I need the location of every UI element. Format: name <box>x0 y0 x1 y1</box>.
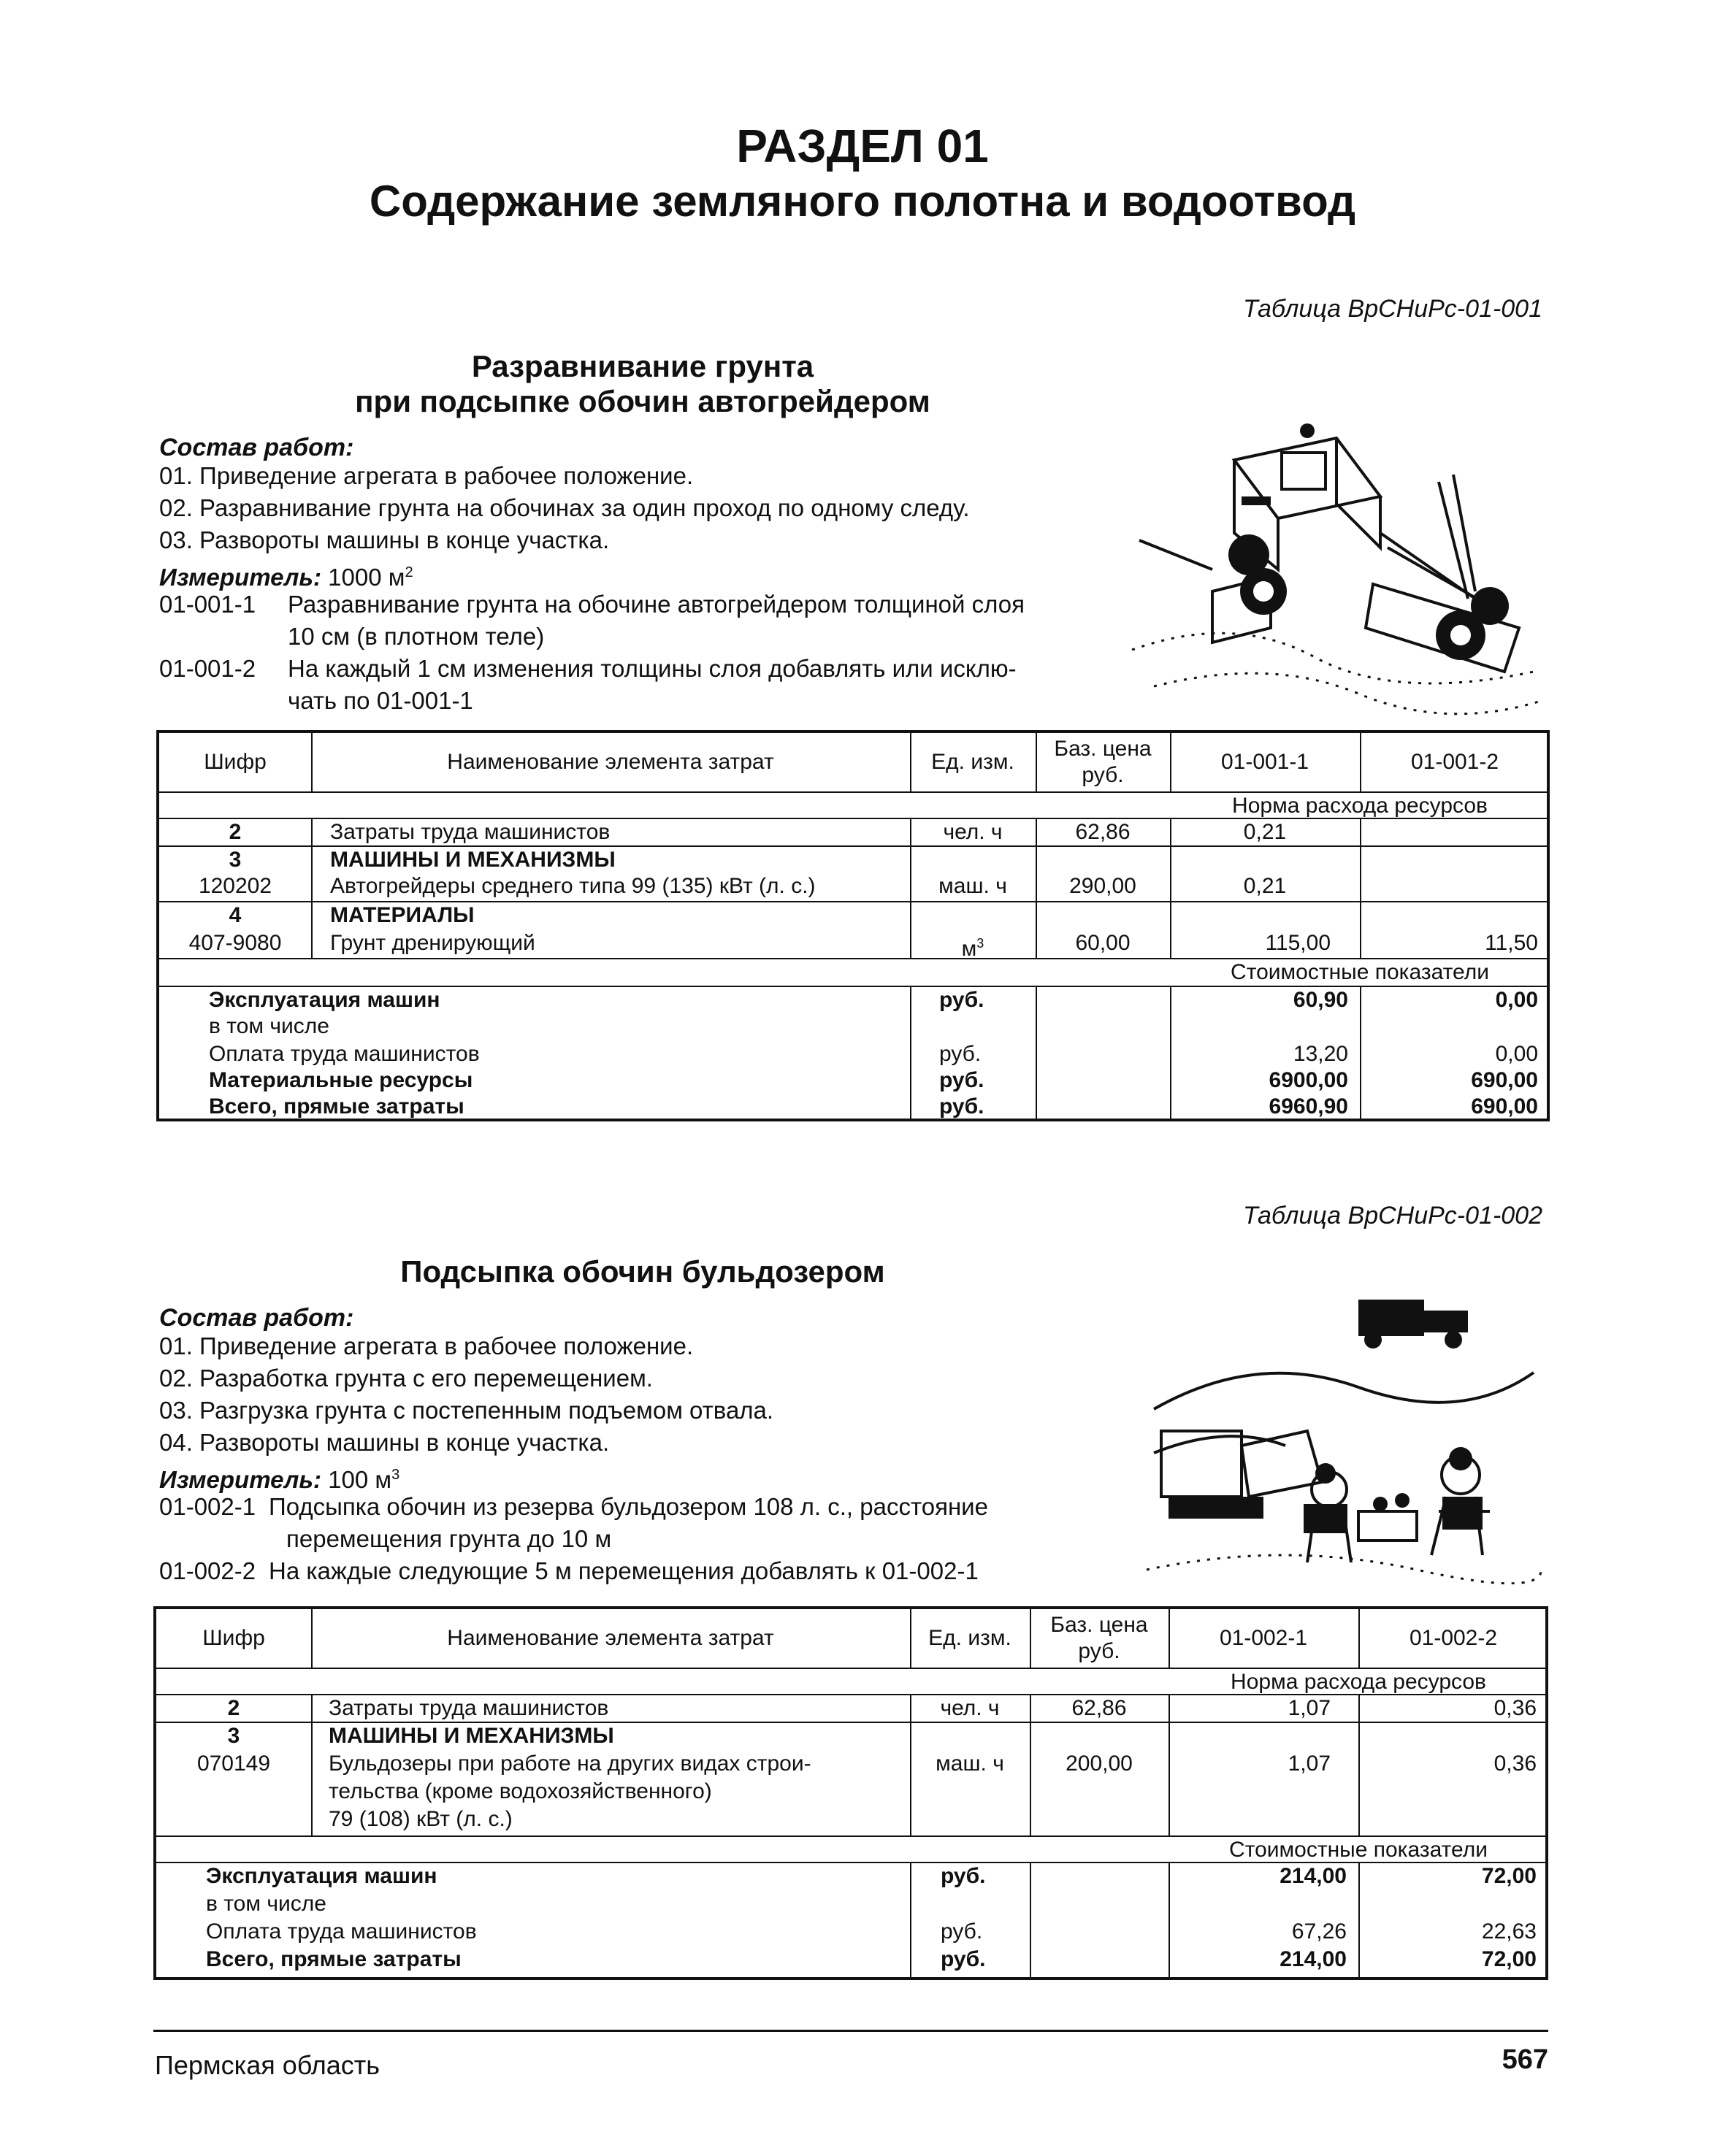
table1-measure-value: 1000 м <box>328 564 405 591</box>
table1-work-item: 02. Разравнивание грунта на обочинах за один проход по одному следу. <box>159 494 970 521</box>
table2-measure-sup: 3 <box>391 1467 400 1483</box>
cost-pay-unit: руб. <box>941 1919 983 1944</box>
header-price-line1: Баз. цена <box>1054 737 1152 761</box>
cost-pay-unit: руб. <box>939 1042 982 1066</box>
motor-grader-illustration <box>1125 409 1548 716</box>
table2-work-item: 03. Разгрузка грунта с постепенным подъемом отвала. <box>159 1397 774 1424</box>
section-label: РАЗДЕЛ 01 <box>736 120 989 172</box>
cost-mat-v1: 6900,00 <box>1269 1068 1348 1092</box>
footer-rule <box>153 2030 1548 2032</box>
table2-norm1-cont: перемещения грунта до 10 м <box>286 1525 612 1552</box>
table1-norm2-cont: чать по 01-001-1 <box>288 687 473 714</box>
row-labor-code: 2 <box>227 1696 240 1720</box>
cost-exp-v1: 214,00 <box>1280 1864 1347 1888</box>
cost-pay-v2: 22,63 <box>1481 1919 1537 1944</box>
row-materials-code: 4 <box>229 903 242 927</box>
cost-total-v1: 214,00 <box>1280 1947 1347 1971</box>
row-labor-unit: чел. ч <box>943 820 1003 844</box>
header-col1: 01-001-1 <box>1220 750 1309 774</box>
table1-title-line2: при подсыпке обочин автогрейдером <box>355 384 930 418</box>
table1-norm1-cont: 10 см (в плотном теле) <box>288 623 545 650</box>
table1-norm1-text: Разравнивание грунта на обочине автогрейдером толщиной слоя <box>288 591 1025 618</box>
row-labor-v1: 0,21 <box>1243 820 1287 844</box>
row-machine-unit: маш. ч <box>938 874 1007 898</box>
row-material-unit: $м^3$ <box>961 936 984 961</box>
table1-title-line1: Разравнивание грунта <box>471 349 814 383</box>
header-col1: 01-002-1 <box>1219 1626 1308 1650</box>
row-material-name: Грунт дренирующий <box>330 931 535 955</box>
header-price-line2: руб. <box>1082 763 1124 787</box>
table2-norm2 <box>159 1555 979 1587</box>
header-col2: 01-002-2 <box>1409 1626 1498 1650</box>
cost-pay-label: Оплата труда машинистов <box>209 1042 480 1066</box>
bulldozer-workers-illustration <box>1139 1278 1548 1584</box>
row-labor-code: 2 <box>229 820 242 844</box>
cost-total-unit: руб. <box>941 1947 986 1971</box>
row-machines-code: 3 <box>227 1724 240 1748</box>
cost-total-label: Всего, прямые затраты <box>209 1094 464 1119</box>
cost-mat-label: Материальные ресурсы <box>209 1068 473 1092</box>
row-labor-name: Затраты труда машинистов <box>330 820 611 844</box>
row-machine-name: Автогрейдеры среднего типа 99 (135) кВт (л. с.) <box>330 874 816 898</box>
table2-norm1 <box>159 1491 988 1523</box>
table1-norm2-text: На каждый 1 см изменения толщины слоя добавлять или исклю- <box>288 655 1017 682</box>
header-name: Наименование элемента затрат <box>447 750 774 774</box>
section-title: Содержание земляного полотна и водоотвод <box>369 177 1356 226</box>
cost-mat-unit: руб. <box>939 1068 984 1092</box>
table1-norm1-code: 01-001-1 <box>159 591 256 618</box>
cost-total-v1: 6960,90 <box>1269 1094 1348 1119</box>
row-machines-heading: МАШИНЫ И МЕХАНИЗМЫ <box>329 1724 614 1748</box>
table2-norm1-code: 01-002-1 <box>159 1493 256 1520</box>
footer-region: Пермская область <box>155 2050 380 2080</box>
table2-work-item: 01. Приведение агрегата в рабочее положение. <box>159 1332 694 1359</box>
cost-exp-unit: руб. <box>939 988 984 1012</box>
cost-total-v2: 72,00 <box>1481 1947 1537 1971</box>
page-number: 567 <box>1502 2044 1548 2075</box>
row-machine-id: 070149 <box>196 1752 271 1776</box>
row-labor-name: Затраты труда машинистов <box>329 1696 609 1720</box>
row-machine-price: 290,00 <box>1069 874 1136 898</box>
row-machine-name-line2: тельства (кроме водохозяйственного) <box>329 1779 712 1803</box>
cost-mat-v2: 690,00 <box>1471 1068 1538 1092</box>
table1-norm2 <box>159 653 1017 685</box>
row-material-price: 60,00 <box>1075 931 1131 955</box>
cost-incl-label: в том числе <box>206 1892 326 1916</box>
cost-section-label: Стоимостные показатели <box>1231 960 1489 984</box>
row-machine-v1: 1,07 <box>1288 1752 1331 1776</box>
row-machine-name-line1: Бульдозеры при работе на других видах строи- <box>329 1752 811 1776</box>
row-machine-name-line3: 79 (108) кВт (л. с.) <box>329 1807 513 1831</box>
table2-norm1-text: Подсыпка обочин из резерва бульдозером 108 л. с., расстояние <box>269 1493 988 1520</box>
cost-exp-v1: 60,90 <box>1293 988 1348 1012</box>
cost-exp-label: Эксплуатация машин <box>206 1864 437 1888</box>
row-machines-heading: МАШИНЫ И МЕХАНИЗМЫ <box>330 848 616 872</box>
row-machine-id: 120202 <box>198 874 272 898</box>
row-machines-code: 3 <box>229 848 242 872</box>
table1-ref: Таблица ВрСНиРс-01-001 <box>1242 295 1542 323</box>
row-material-v1: 115,00 <box>1265 931 1331 955</box>
cost-pay-v1: 67,26 <box>1291 1919 1347 1944</box>
table1-norm2-code: 01-001-2 <box>159 655 256 682</box>
table2-grid <box>153 1606 1548 1980</box>
table2-work-label: Состав работ: <box>159 1304 354 1332</box>
header-unit: Ед. изм. <box>928 1626 1011 1650</box>
header-col2: 01-001-2 <box>1410 750 1499 774</box>
table1-work-label: Состав работ: <box>159 434 354 461</box>
table2-norm2-code: 01-002-2 <box>159 1557 256 1584</box>
table2-measure-value: 100 м <box>328 1466 392 1493</box>
row-machine-v2: 0,36 <box>1493 1752 1537 1776</box>
table2-norm2-text: На каждые следующие 5 м перемещения добавлять к 01-002-1 <box>269 1557 979 1584</box>
row-labor-price: 62,86 <box>1075 820 1131 844</box>
header-price-line1: Баз. цена <box>1050 1613 1148 1637</box>
table1-norm1 <box>159 588 1025 621</box>
table1-measure-sup: 2 <box>405 564 413 580</box>
row-machine-unit: маш. ч <box>936 1752 1004 1776</box>
row-labor-unit: чел. ч <box>940 1696 1000 1720</box>
header-unit: Ед. изм. <box>931 750 1014 774</box>
norm-section-label: Норма расхода ресурсов <box>1232 794 1488 818</box>
table2-work-item: 04. Развороты машины в конце участка. <box>159 1429 610 1456</box>
table1-work-item: 01. Приведение агрегата в рабочее положение. <box>159 462 694 489</box>
cost-exp-v2: 0,00 <box>1495 988 1538 1012</box>
cost-exp-unit: руб. <box>941 1864 986 1888</box>
row-machine-price: 200,00 <box>1066 1752 1133 1776</box>
header-code: Шифр <box>202 1626 265 1650</box>
norm-section-label: Норма расхода ресурсов <box>1231 1670 1486 1694</box>
row-material-id: 407-9080 <box>188 931 282 955</box>
header-name: Наименование элемента затрат <box>447 1626 774 1650</box>
cost-exp-label: Эксплуатация машин <box>209 988 440 1012</box>
header-price-line2: руб. <box>1078 1639 1120 1663</box>
table2-ref: Таблица ВрСНиРс-01-002 <box>1242 1202 1542 1229</box>
row-labor-v2: 0,36 <box>1493 1696 1537 1720</box>
cost-pay-v2: 0,00 <box>1495 1042 1538 1066</box>
row-material-v2: 11,50 <box>1485 931 1538 955</box>
cost-pay-v1: 13,20 <box>1293 1042 1348 1066</box>
cost-incl-label: в том числе <box>209 1014 329 1038</box>
table2-work-item: 02. Разработка грунта с его перемещением. <box>159 1365 653 1392</box>
cost-total-unit: руб. <box>939 1094 984 1119</box>
table1-work-item: 03. Развороты машины в конце участка. <box>159 526 610 553</box>
row-machine-v1: 0,21 <box>1243 874 1287 898</box>
cost-pay-label: Оплата труда машинистов <box>206 1919 477 1944</box>
table1-grid <box>156 730 1550 1121</box>
row-labor-price: 62,86 <box>1071 1696 1127 1720</box>
cost-section-label: Стоимостные показатели <box>1229 1838 1488 1862</box>
cost-total-v2: 690,00 <box>1471 1094 1538 1119</box>
row-labor-v1: 1,07 <box>1288 1696 1331 1720</box>
cost-exp-v2: 72,00 <box>1481 1864 1537 1888</box>
cost-total-label: Всего, прямые затраты <box>206 1947 462 1971</box>
table2-measure-label: Измеритель: <box>159 1466 321 1493</box>
table2-title: Подсыпка обочин бульдозером <box>400 1254 885 1289</box>
row-materials-heading: МАТЕРИАЛЫ <box>330 903 475 927</box>
header-code: Шифр <box>204 750 267 774</box>
table1-measure-label: Измеритель: <box>159 564 321 591</box>
